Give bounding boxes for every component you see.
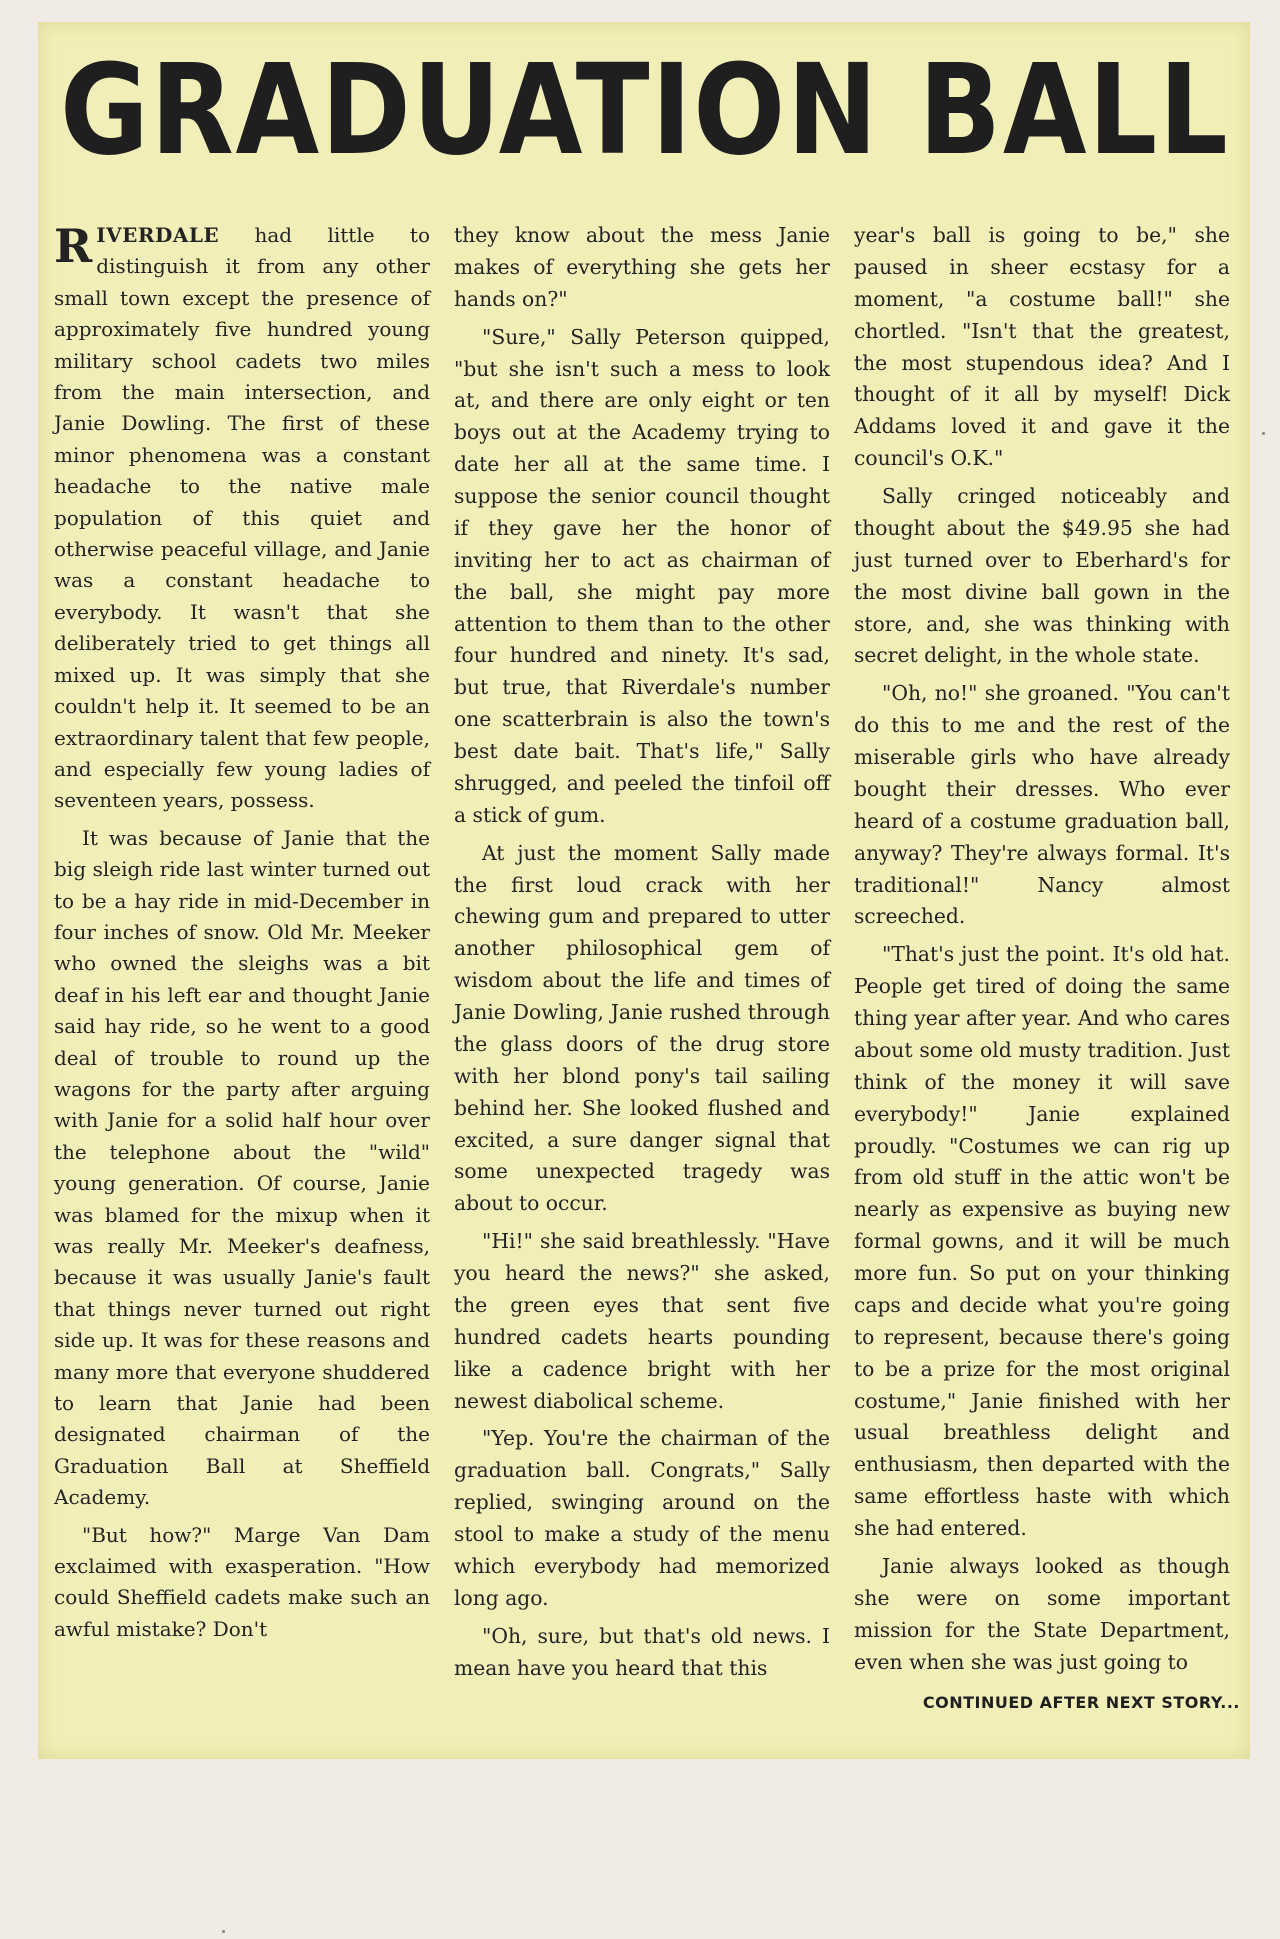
story-title: GRADUATION BALL — [60, 38, 1230, 183]
paragraph: Janie always looked as though she were on some important mission for the State Department, even when she was just going to — [854, 1553, 1230, 1674]
paragraph-text: had little to distinguish it from any other small town except the presence of approximately five hundred young military school cadets two miles from the main intersection, and Janie Dowling. The first of these minor phenomena was a constant headache to the native male population of this quiet and otherwise peaceful village, and Janie was a constant headache to everybody. It wasn't that she deliberately tried to get things all mixed up. It was simply that she couldn't help it. It seemed to be an extraordinary talent that few people, and especially few young ladies of seventeen years, possess. — [54, 223, 430, 813]
story-columns — [54, 219, 1230, 1720]
paragraph — [54, 220, 430, 817]
paragraph: "Oh, no!" she groaned. "You can't do this to me and the rest of the miserable girls who have already bought their dresses. Who ever heard of a costume graduation ball, anyway? They're always formal. It's traditional!" Nancy almost screeched. — [854, 681, 1230, 929]
paragraph: "Sure," Sally Peterson quipped, "but she isn't such a mess to look at, and there are only eight or ten boys out at the Academy trying to date her all at the same time. I suppose the senior council thought if they gave her the honor of inviting her to act as chairman of the ball, she might pay more attention to them than to the other four hundred and ninety. It's sad, but true, that Riverdale's number one scatterbrain is also the town's best date bait. That's life," Sally shrugged, and peeled the tinfoil off a stick of gum. — [454, 324, 830, 827]
drop-cap: R — [54, 219, 93, 273]
print-speck — [1262, 432, 1265, 435]
lead-word: IVERDALE — [96, 223, 220, 247]
paragraph: "Hi!" she said breathlessly. "Have you heard the news?" she asked, the green eyes that sent five hundred cadets hearts pounding like a cadence bright with her newest diabolical scheme. — [454, 1229, 830, 1413]
paragraph: Sally cringed noticeably and thought about the $49.95 she had just turned over to Eberhard's for the most divine ball gown in the store, and, she was thinking with secret delight, in the whole state. — [854, 484, 1230, 668]
paragraph: "Yep. You're the chairman of the graduation ball. Congrats," Sally replied, swinging around on the stool to make a study of the menu which everybody had memorized long ago. — [454, 1426, 830, 1610]
paragraph: year's ball is going to be," she paused in sheer ecstasy for a moment, "a costume ball!" she chortled. "Isn't that the greatest, the most stupendous idea? And I thought of it all by myself! Dick Addams loved it and gave it the council's O.K." — [854, 223, 1230, 471]
paragraph: "That's just the point. It's old hat. People get tired of doing the same thing year after year. And who cares about some old musty tradition. Just think of the money it will save everybody!" Janie explained proudly. "Costumes we can rig up from old stuff in the attic won't be nearly as expensive as buying new formal gowns, and it will be much more fun. So put on your thinking caps and decide what you're going to represent, because there's going to be a prize for the most original costume," Janie finished with her usual breathless delight and enthusiasm, then departed with the same effortless haste with which she had entered. — [854, 942, 1230, 1540]
column-2 — [454, 220, 830, 1690]
paragraph: It was because of Janie that the big sleigh ride last winter turned out to be a hay ride in mid-December in four inches of snow. Old Mr. Meeker who owned the sleighs was a bit deaf in his left ear and thought Janie said hay ride, so he went to a good deal of trouble to round up the wagons for the party after arguing with Janie for a solid half hour over the telephone about the "wild" young generation. Of course, Janie was blamed for the mixup when it was really Mr. Meeker's deafness, because it was usually Janie's fault that things never turned out right side up. It was for these reasons and many more that everyone shuddered to learn that Janie had been designated chairman of the Graduation Ball at Sheffield Academy. — [54, 825, 430, 1510]
paragraph: they know about the mess Janie makes of everything she gets her hands on?" — [454, 223, 830, 311]
column-3 — [854, 220, 1230, 1684]
paragraph: "But how?" Marge Van Dam exclaimed with exasperation. "How could Sheffield cadets make such an awful mistake? Don't — [54, 1522, 430, 1641]
continued-note: CONTINUED AFTER NEXT STORY... — [922, 1693, 1240, 1712]
column-1 — [54, 220, 430, 1651]
paragraph: "Oh, sure, but that's old news. I mean have you heard that this — [454, 1623, 830, 1680]
print-speck — [222, 1930, 225, 1933]
paragraph: At just the moment Sally made the first loud crack with her chewing gum and prepared to utter another philosophical gem of wisdom about the life and times of Janie Dowling, Janie rushed through the glass doors of the drug store with her blond pony's tail sailing behind her. She looked flushed and excited, a sure danger signal that some unexpected tragedy was about to occur. — [454, 840, 830, 1216]
